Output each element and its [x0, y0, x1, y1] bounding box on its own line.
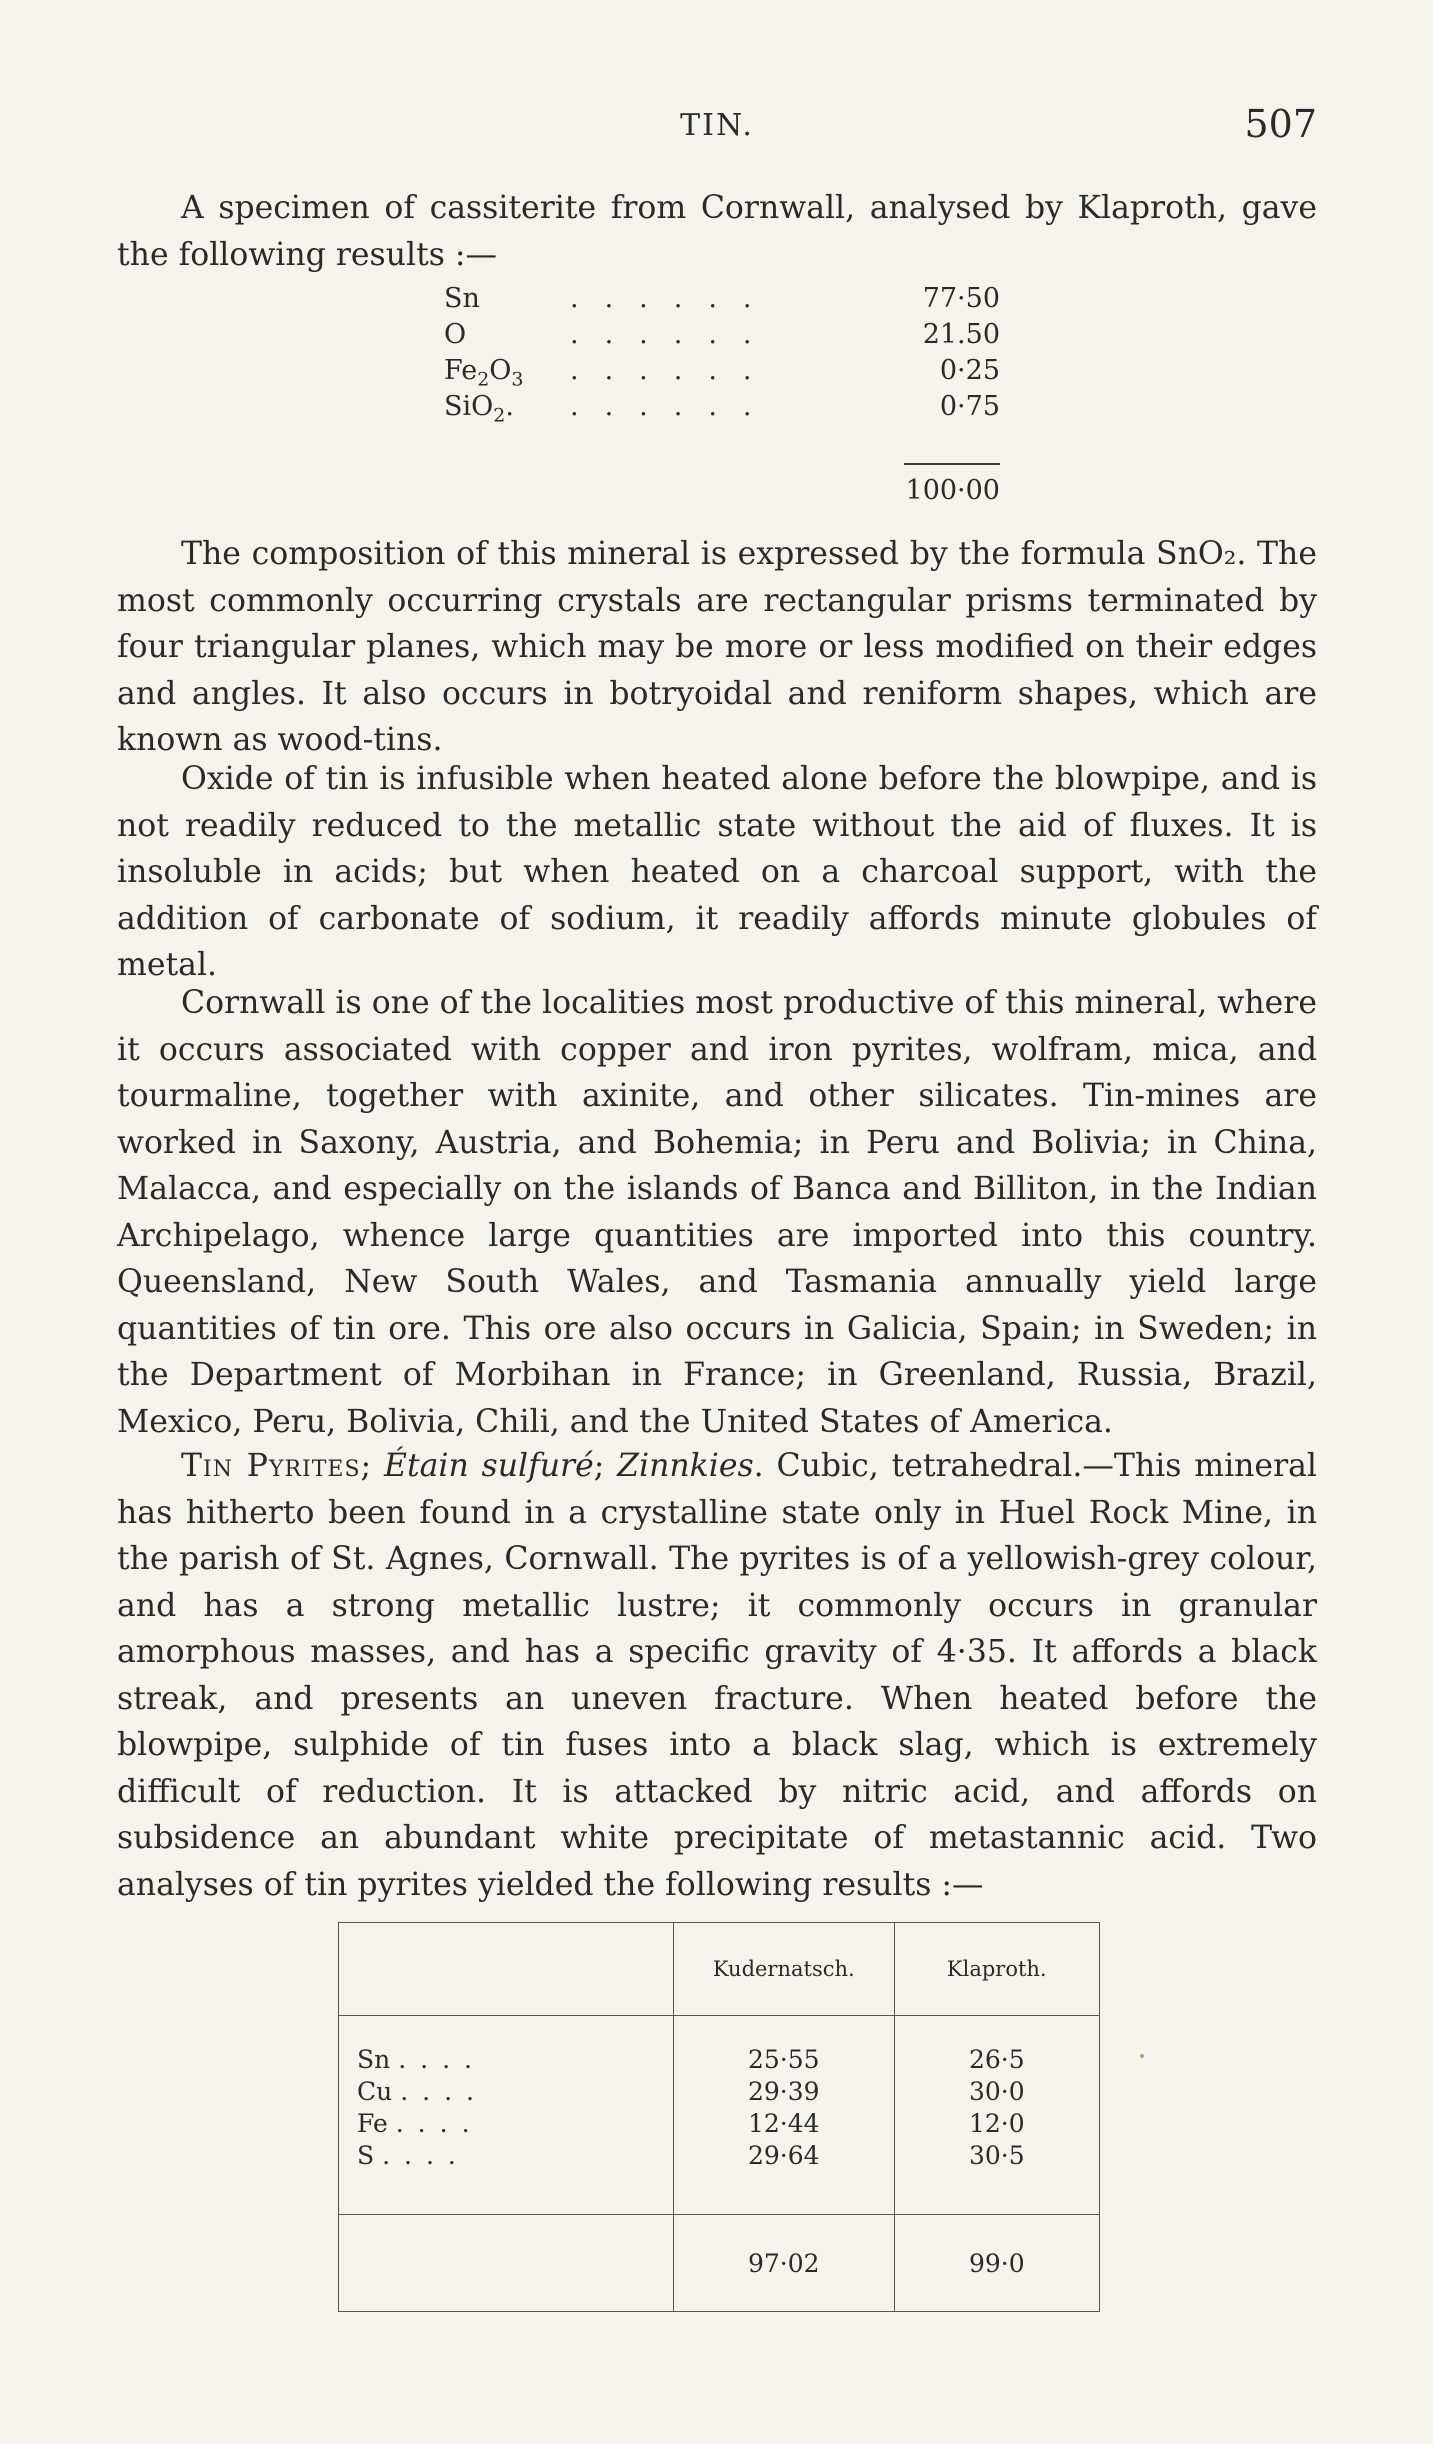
paper-speck — [1140, 2054, 1144, 2058]
element-label: SiO$_2$. — [444, 391, 514, 427]
table-cell: 26·5 — [968, 2045, 1025, 2074]
pyrites-analysis-table — [338, 1922, 1100, 2312]
analysis-total: 100·00 — [905, 475, 1000, 506]
paragraph-oxide-properties: Oxide of tin is infusible when heated alone before the blowpipe, and is not readily reduced to the metallic state without the aid of fluxes. It is insoluble in acids; but when heated on a charcoal support, with the addition of carbonate of sodium, it readily affords minute globules of metal. — [117, 761, 1317, 983]
total-klaproth: 99·0 — [894, 2215, 1099, 2312]
table-cell: 30·0 — [968, 2077, 1025, 2106]
table-header-klaproth: Klaproth. — [894, 1923, 1099, 2016]
element-value: 21.50 — [922, 319, 1000, 350]
paragraph-composition: The composition of this mineral is expressed by the formula SnO₂. The most commonly occurring crystals are rectangular prisms terminated by four triangular planes, which may be more or less modified on their edges and angles. It also occurs in botryoidal and reniform shapes, which are known as wood-tins. — [117, 536, 1317, 758]
table-row-sn: Sn .... — [357, 2045, 486, 2074]
running-head: TIN. — [680, 108, 754, 143]
analysis-row-sn — [440, 283, 1000, 319]
german-name: Zinnkies — [617, 1448, 754, 1484]
page-number: 507 — [1244, 102, 1317, 146]
paragraph-cassiterite-intro: A specimen of cassiterite from Cornwall, analysed by Klaproth, gave the following results :— — [117, 190, 1317, 273]
cassiterite-analysis — [440, 283, 1000, 506]
element-label: Sn — [444, 283, 480, 314]
table-header-row — [339, 1923, 1100, 2016]
paragraph-tin-pyrites: Tin Pyrites; Étain sulfuré; Zinnkies. Cubic, tetrahedral.—This mineral has hitherto been found in a crystalline state only in Huel Rock Mine, in the parish of St. Agnes, Cornwall. The pyrites is of a yellowish-grey colour, and has a strong metallic lustre; it commonly occurs in granular amorphous masses, and has a specific gravity of 4·35. It affords a black streak, and presents an uneven fracture. When heated before the blowpipe, sulphide of tin fuses into a black slag, which is extremely difficult of reduction. It is attacked by nitric acid, and affords on subsidence an abundant white precipitate of metastannic acid. Two analyses of tin pyrites yielded the following results :— — [117, 1448, 1317, 1903]
analysis-row-sio2 — [440, 391, 1000, 427]
table-header-kudernatsch: Kudernatsch. — [673, 1923, 894, 2016]
table-cell: 29·39 — [747, 2077, 820, 2106]
element-column — [339, 2016, 674, 2215]
table-header-empty — [339, 1923, 674, 2016]
leader-dots: ...... — [570, 355, 778, 386]
table-cell: 12·0 — [968, 2109, 1025, 2138]
klaproth-column — [894, 2016, 1099, 2215]
paragraph-body: . Cubic, tetrahedral.—This mineral has hitherto been found in a crystalline state only in Huel Rock Mine, in the parish of St. Agnes, Cornwall. The pyrites is of a yellowish-grey colour, and has a strong metallic lustre; it commonly occurs in granular amorphous masses, and has a specific gravity of 4·35. It affords a black streak, and presents an uneven fracture. When heated before the blowpipe, sulphide of tin fuses into a black slag, which is extremely difficult of reduction. It is attacked by nitric acid, and affords on subsidence an abundant white precipitate of metastannic acid. Two analyses of tin pyrites yielded the following results :— — [117, 1448, 1317, 1903]
element-value: 77·50 — [922, 283, 1000, 314]
table-cell: 25·55 — [747, 2045, 820, 2074]
element-value: 0·75 — [939, 391, 1000, 422]
page-header — [117, 102, 1317, 156]
table-row-cu: Cu .... — [357, 2077, 488, 2106]
leader-dots: ...... — [570, 319, 778, 350]
table-row-fe: Fe .... — [357, 2109, 484, 2138]
table-cell: 12·44 — [747, 2109, 820, 2138]
paragraph-localities: Cornwall is one of the localities most productive of this mineral, where it occurs associated with copper and iron pyrites, wolfram, mica, and tourmaline, together with axinite, and other silicates. Tin-mines are worked in Saxony, Austria, and Bohemia; in Peru and Bolivia; in China, Malacca, and especially on the islands of Banca and Billiton, in the Indian Archipelago, whence large quantities are imported into this country. Queensland, New South Wales, and Tasmania annually yield large quantities of tin ore. This ore also occurs in Galicia, Spain; in Sweden; in the Department of Morbihan in France; in Greenland, Russia, Brazil, Mexico, Peru, Bolivia, Chili, and the United States of America. — [117, 985, 1317, 1440]
total-kudernatsch: 97·02 — [673, 2215, 894, 2312]
leader-dots: ...... — [570, 283, 778, 314]
table-cell: 30·5 — [968, 2141, 1025, 2170]
element-label: O — [444, 319, 467, 350]
element-label: $Fe_2O_3$ — [444, 355, 524, 391]
element-value: 0·25 — [939, 355, 1000, 386]
section-heading: Tin Pyrites — [181, 1448, 361, 1484]
total-label-cell — [339, 2215, 674, 2312]
table-cell: 29·64 — [747, 2141, 820, 2170]
sum-rule — [904, 463, 1000, 465]
table-total-row — [339, 2215, 1100, 2312]
french-name: Étain sulfuré — [383, 1448, 594, 1484]
analysis-row-o — [440, 319, 1000, 355]
table-row-s: S .... — [357, 2141, 470, 2170]
table-row — [339, 2016, 1100, 2215]
kudernatsch-column — [673, 2016, 894, 2215]
analysis-row-fe2o3 — [440, 355, 1000, 391]
leader-dots: ...... — [570, 391, 778, 422]
